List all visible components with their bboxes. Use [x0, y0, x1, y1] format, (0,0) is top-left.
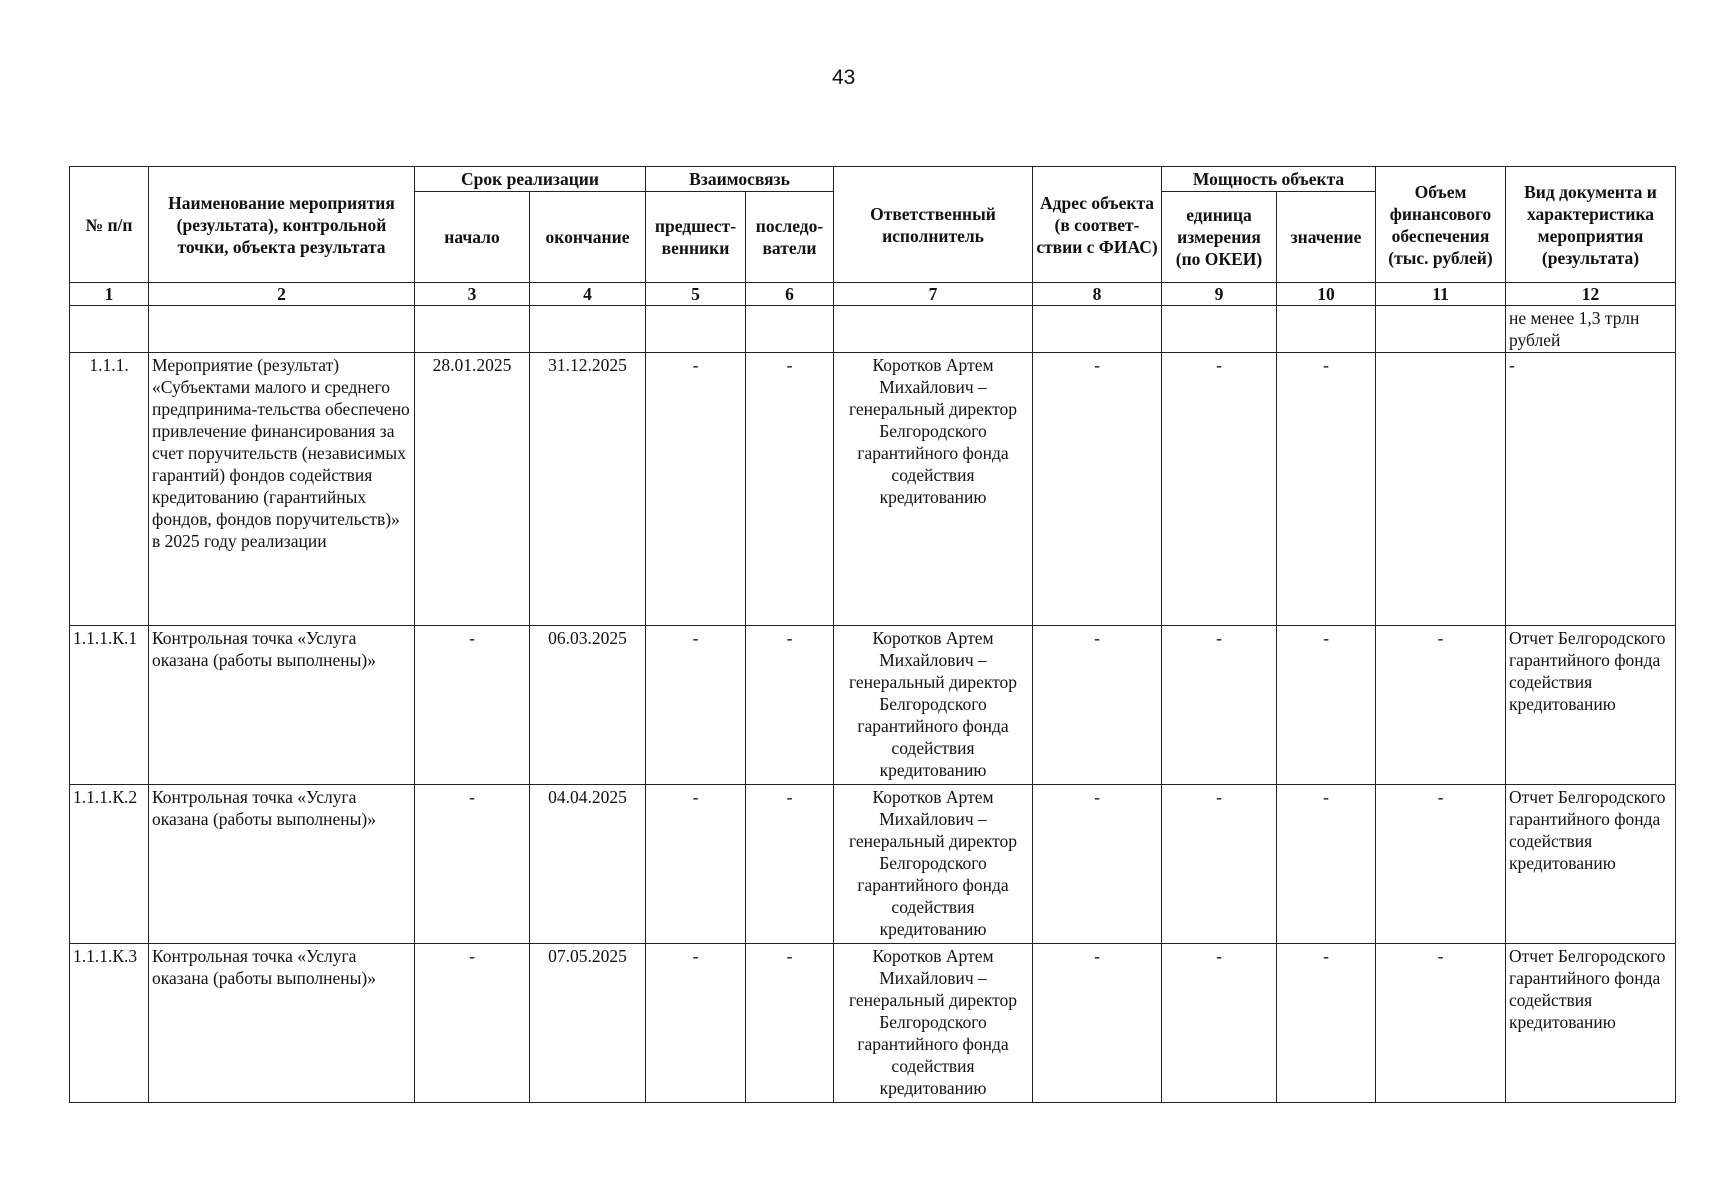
row-unit: -: [1162, 944, 1277, 1103]
row-succ: -: [746, 785, 834, 944]
header-end: окончание: [530, 192, 646, 283]
column-number: 5: [646, 283, 746, 306]
row-name: Мероприятие (результат) «Субъектами малого и среднего предпринима-тельства обеспечено привлечение финансирования за счет поручительств (независимых гарантий) фондов содействия кредитованию (гарантийных фондов, фондов поручительств)» в 2025 году реализации: [149, 353, 415, 626]
row-start: -: [415, 626, 530, 785]
header-finance: Объем финансового обеспечения (тыс. рублей): [1376, 167, 1506, 283]
row-finance: -: [1376, 785, 1506, 944]
column-number-row: [70, 283, 1676, 306]
row-value: -: [1277, 353, 1376, 626]
row-finance: -: [1376, 944, 1506, 1103]
table-row: [70, 785, 1676, 944]
row-name: Контрольная точка «Услуга оказана (работы выполнены)»: [149, 626, 415, 785]
row-doc: -: [1506, 353, 1676, 626]
row-succ: -: [746, 626, 834, 785]
row-doc: Отчет Белгородского гарантийного фонда содействия кредитованию: [1506, 626, 1676, 785]
row-doc: Отчет Белгородского гарантийного фонда содействия кредитованию: [1506, 944, 1676, 1103]
row-finance: -: [1376, 626, 1506, 785]
row-name: Контрольная точка «Услуга оказана (работы выполнены)»: [149, 944, 415, 1103]
row-value: -: [1277, 626, 1376, 785]
row-unit: -: [1162, 353, 1277, 626]
table-row: [70, 944, 1676, 1103]
column-number: 6: [746, 283, 834, 306]
header-link: Взаимосвязь: [646, 167, 834, 192]
row-finance: [1376, 353, 1506, 626]
column-number: 10: [1277, 283, 1376, 306]
row-pred: -: [646, 785, 746, 944]
row-unit: -: [1162, 785, 1277, 944]
row-responsible: Коротков Артем Михайлович – генеральный директор Белгородского гарантийного фонда содействия кредитованию: [834, 626, 1033, 785]
row-address: -: [1033, 785, 1162, 944]
column-number: 1: [70, 283, 149, 306]
table-row: [70, 353, 1676, 626]
row-address: -: [1033, 353, 1162, 626]
header-unit: единица измерения (по ОКЕИ): [1162, 192, 1277, 283]
header-num: № п/п: [70, 167, 149, 283]
header-start: начало: [415, 192, 530, 283]
row-doc: Отчет Белгородского гарантийного фонда содействия кредитованию: [1506, 785, 1676, 944]
page-number: 43: [832, 66, 856, 89]
header-succ: последо-ватели: [746, 192, 834, 283]
row-num: 1.1.1.: [70, 353, 149, 626]
row-pred: -: [646, 944, 746, 1103]
column-number: 2: [149, 283, 415, 306]
column-number: 7: [834, 283, 1033, 306]
row-pred: -: [646, 353, 746, 626]
row-end: 06.03.2025: [530, 626, 646, 785]
column-number: 11: [1376, 283, 1506, 306]
row-succ: -: [746, 353, 834, 626]
row-address: -: [1033, 944, 1162, 1103]
row-start: -: [415, 785, 530, 944]
row-num: 1.1.1.К.1: [70, 626, 149, 785]
row-end: 07.05.2025: [530, 944, 646, 1103]
header-capacity: Мощность объекта: [1162, 167, 1376, 192]
row-responsible: Коротков Артем Михайлович – генеральный директор Белгородского гарантийного фонда содействия кредитованию: [834, 944, 1033, 1103]
row-end: 31.12.2025: [530, 353, 646, 626]
column-number: 9: [1162, 283, 1277, 306]
row-name: Контрольная точка «Услуга оказана (работы выполнены)»: [149, 785, 415, 944]
column-number: 4: [530, 283, 646, 306]
row-responsible: Коротков Артем Михайлович – генеральный директор Белгородского гарантийного фонда содействия кредитованию: [834, 353, 1033, 626]
column-number: 8: [1033, 283, 1162, 306]
table-row: [70, 626, 1676, 785]
header-period: Срок реализации: [415, 167, 646, 192]
plan-table: [69, 166, 1676, 1103]
column-number: 12: [1506, 283, 1676, 306]
column-number: 3: [415, 283, 530, 306]
plan-table-wrapper: [69, 166, 1676, 1103]
header-pred: предшест-венники: [646, 192, 746, 283]
pre-row-doc: не менее 1,3 трлн рублей: [1506, 306, 1676, 353]
header-address: Адрес объекта (в соответ-ствии с ФИАС): [1033, 167, 1162, 283]
row-pred: -: [646, 626, 746, 785]
row-start: -: [415, 944, 530, 1103]
row-value: -: [1277, 785, 1376, 944]
row-succ: -: [746, 944, 834, 1103]
row-responsible: Коротков Артем Михайлович – генеральный директор Белгородского гарантийного фонда содействия кредитованию: [834, 785, 1033, 944]
header-value: значение: [1277, 192, 1376, 283]
row-value: -: [1277, 944, 1376, 1103]
row-num: 1.1.1.К.3: [70, 944, 149, 1103]
row-address: -: [1033, 626, 1162, 785]
table-row: [70, 306, 1676, 353]
row-start: 28.01.2025: [415, 353, 530, 626]
row-num: 1.1.1.К.2: [70, 785, 149, 944]
header-responsible: Ответственный исполнитель: [834, 167, 1033, 283]
header-name: Наименование мероприятия (результата), контрольной точки, объекта результата: [149, 167, 415, 283]
row-end: 04.04.2025: [530, 785, 646, 944]
row-unit: -: [1162, 626, 1277, 785]
header-doc: Вид документа и характеристика мероприятия (результата): [1506, 167, 1676, 283]
